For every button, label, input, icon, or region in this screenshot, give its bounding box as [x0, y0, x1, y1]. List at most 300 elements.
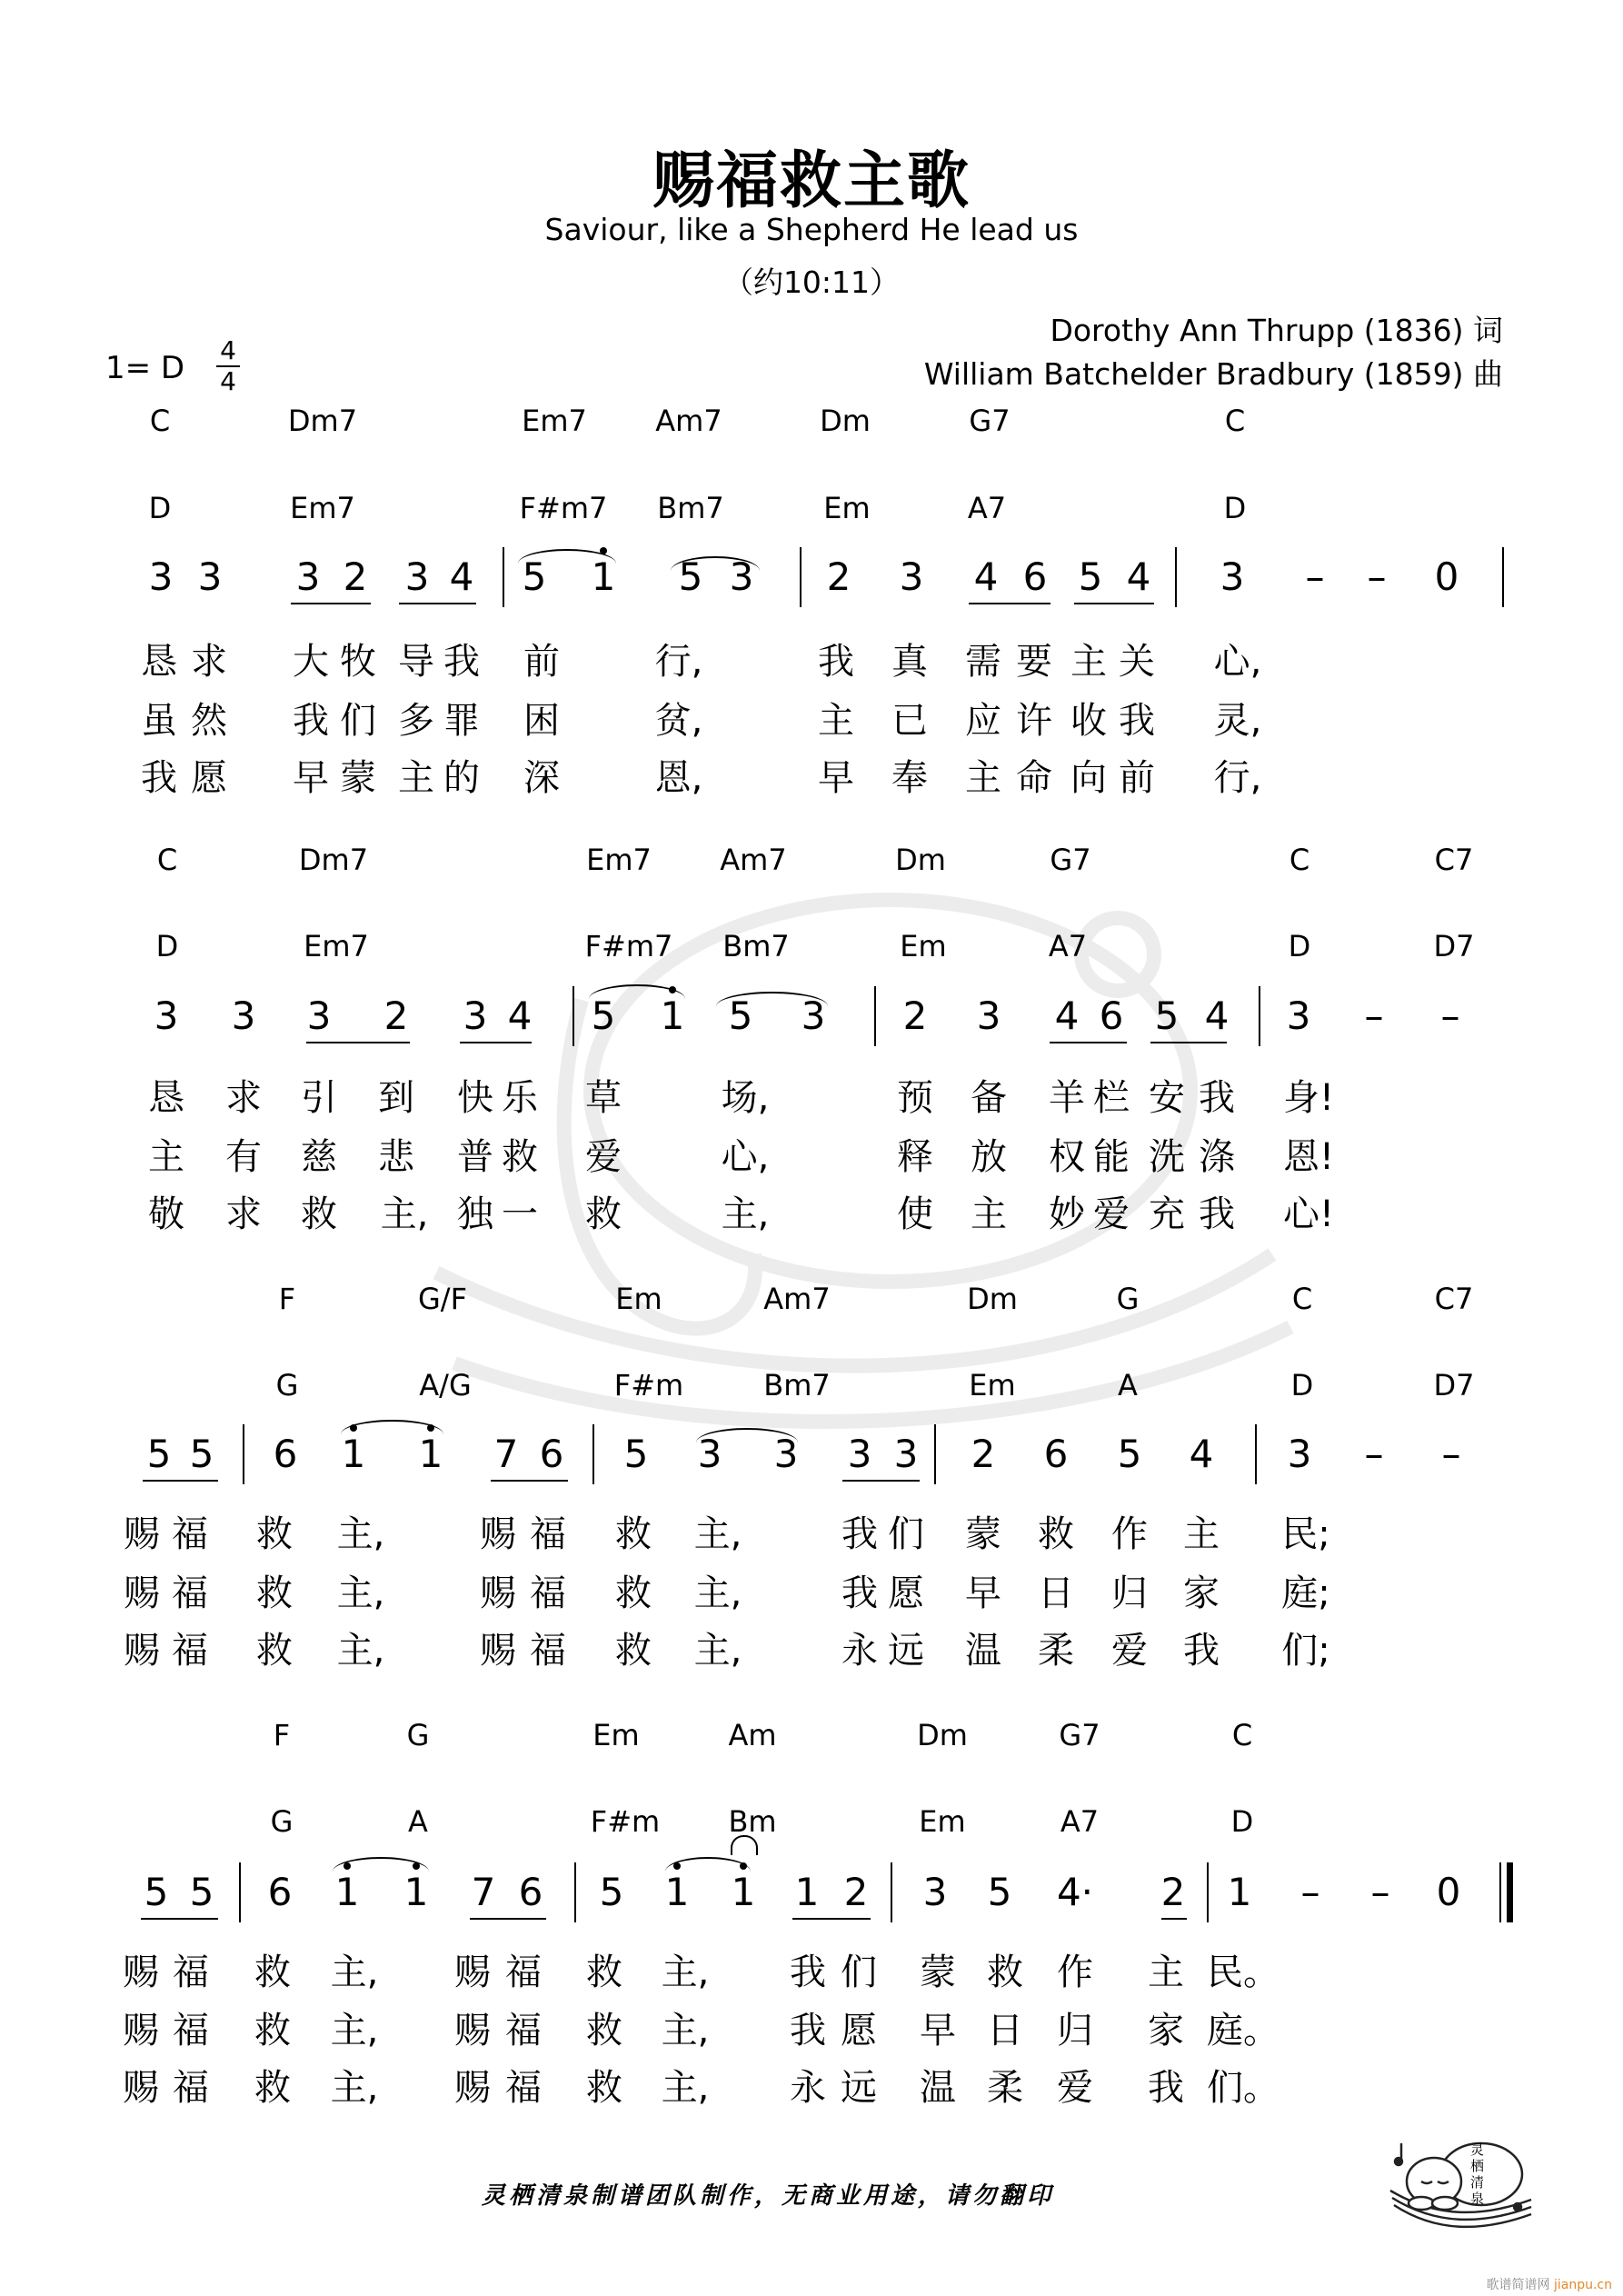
lyric-verse-1: 牧 — [340, 641, 376, 683]
jianpu-note — [260, 1870, 300, 1915]
note-digit: 4 — [973, 554, 999, 599]
note-digit: 5 — [146, 1432, 172, 1476]
chord-symbol-d-key: A/G — [419, 1368, 472, 1403]
logo-text: 灵栖清泉 — [1470, 2141, 1485, 2207]
lyric-verse-3: 我 — [1183, 1630, 1220, 1672]
measure-barline — [1259, 986, 1260, 1046]
lyric-verse-2: 慈 — [301, 1136, 337, 1178]
lyric-verse-2: 贫, — [654, 700, 703, 742]
eighth-note-underline — [470, 1918, 546, 1920]
lyric-verse-3: 主, — [330, 2067, 379, 2109]
jianpu-note — [1015, 554, 1055, 600]
lyric-verse-1: 恳 — [148, 1077, 184, 1119]
eighth-note-underline — [291, 603, 371, 604]
chord-symbol-c-key: C — [156, 843, 178, 877]
lyric-verse-3: 温 — [965, 1630, 1001, 1672]
lyric-verse-2: 赐 — [480, 1572, 516, 1614]
lyric-verse-1: 快 — [457, 1077, 493, 1119]
chord-symbol-d-key: A7 — [967, 491, 1007, 525]
chord-symbol-d-key: D — [155, 929, 179, 963]
jianpu-note — [1279, 1432, 1319, 1477]
measure-barline — [239, 1862, 241, 1922]
lyric-verse-3: 独 — [457, 1193, 493, 1235]
note-digit: 1 — [794, 1870, 820, 1914]
chord-symbol-d-key: D — [1288, 929, 1311, 963]
measure-barline — [800, 547, 802, 607]
chord-symbol-d-key: F#m — [613, 1368, 684, 1403]
lyric-verse-1: 求 — [225, 1077, 262, 1119]
lyric-verse-1: 需 — [965, 641, 1001, 683]
chord-symbol-d-key: A7 — [1060, 1804, 1100, 1839]
lyric-verse-3: 主, — [721, 1193, 770, 1235]
jianpu-note — [1070, 554, 1110, 600]
lyric-verse-2: 庭; — [1281, 1572, 1330, 1614]
lyric-verse-2: 虽 — [141, 700, 177, 742]
fermata-icon — [731, 1835, 758, 1855]
chord-symbol-c-key: C — [1291, 1282, 1313, 1316]
lyric-verse-3: 早 — [293, 757, 329, 799]
jianpu-note — [411, 1432, 451, 1477]
lyric-verse-3: 蒙 — [340, 757, 376, 799]
measure-barline — [592, 1424, 594, 1484]
lyric-verse-3: 主 — [965, 757, 1001, 799]
lyric-verse-1: 真 — [891, 641, 928, 683]
time-signature-top: 4 — [220, 335, 236, 365]
lyric-verse-1: 作 — [1057, 1952, 1093, 1993]
lyric-verse-2: 心, — [721, 1136, 770, 1178]
sheep-logo-icon — [1381, 2136, 1536, 2236]
jianpu-note — [141, 554, 181, 600]
lyric-verse-1: 主, — [661, 1952, 710, 1993]
lyric-verse-2: 救 — [586, 2010, 622, 2051]
chord-symbol-c-key: G7 — [1059, 1718, 1100, 1752]
lyric-verse-1: 主 — [1183, 1513, 1220, 1555]
lyric-verse-3: 爱 — [1057, 2067, 1093, 2109]
lyric-verse-1: 赐 — [480, 1513, 516, 1555]
chord-symbol-c-key: Em — [615, 1282, 662, 1316]
lyric-verse-3: 主, — [693, 1630, 742, 1672]
lyric-verse-1: 恳 — [141, 641, 177, 683]
jianpu-note — [969, 993, 1009, 1039]
lyric-verse-2: 洗 — [1149, 1136, 1185, 1178]
lyric-verse-1: 引 — [301, 1077, 337, 1119]
jianpu-note — [511, 1870, 551, 1915]
jianpu-note — [1220, 1870, 1260, 1915]
jianpu-note — [146, 993, 186, 1039]
chord-symbol-d-key: Em7 — [304, 929, 369, 963]
lyric-verse-2: 救 — [502, 1136, 538, 1178]
note-digit: 5 — [623, 1432, 649, 1476]
note-digit: 3 — [976, 993, 1001, 1038]
lyric-verse-2: 们 — [340, 700, 376, 742]
jianpu-note — [1429, 1870, 1469, 1915]
jianpu-note — [1295, 554, 1335, 600]
chord-symbol-c-key: F — [278, 1282, 296, 1316]
lyric-verse-1: 安 — [1149, 1077, 1185, 1119]
lyric-verse-3: 行, — [1213, 757, 1262, 799]
chord-symbol-d-key: G — [275, 1368, 299, 1403]
chord-symbol-c-key: Dm — [895, 843, 946, 877]
eighth-note-underline — [792, 1918, 871, 1920]
lyric-verse-1: 导 — [398, 641, 434, 683]
lyric-verse-1: 身! — [1282, 1077, 1335, 1119]
note-digit: 4· — [1056, 1870, 1094, 1914]
lyric-verse-1: 救 — [1038, 1513, 1074, 1555]
jianpu-note — [1055, 1870, 1095, 1915]
jianpu-note — [500, 993, 540, 1039]
note-digit: 5 — [1154, 993, 1180, 1038]
measure-barline — [934, 1424, 936, 1484]
jianpu-note — [327, 1870, 367, 1915]
song-subtitle: Saviour, like a Shepherd He lead us — [544, 212, 1079, 247]
measure-barline — [1207, 1862, 1209, 1922]
chord-symbol-c-key: Em7 — [522, 404, 587, 438]
lyric-verse-1: 救 — [987, 1952, 1023, 1993]
note-digit: 5 — [144, 1870, 169, 1914]
lyric-verse-3: 主, — [661, 2067, 710, 2109]
lyric-verse-2: 爱 — [585, 1136, 622, 1178]
lyric-verse-1: 备 — [971, 1077, 1007, 1119]
note-digit: 3 — [1287, 1432, 1312, 1476]
lyric-verse-3: 远 — [888, 1630, 924, 1672]
note-digit: 1 — [334, 1870, 360, 1914]
lyric-verse-3: 柔 — [987, 2067, 1023, 2109]
note-digit: 1 — [418, 1432, 443, 1476]
jianpu-note — [136, 1870, 176, 1915]
lyric-verse-1: 救 — [254, 1952, 291, 1993]
chord-symbol-d-key: F#m — [590, 1804, 661, 1839]
note-digit: – — [1367, 554, 1387, 599]
note-digit: 3 — [463, 993, 488, 1038]
lyric-verse-3: 永 — [841, 1630, 878, 1672]
jianpu-note — [1290, 1870, 1330, 1915]
jianpu-note — [895, 993, 935, 1039]
lyric-verse-1: 民; — [1281, 1513, 1330, 1555]
jianpu-note — [463, 1870, 503, 1915]
chord-symbol-d-key: Em7 — [290, 491, 355, 525]
jianpu-note — [1357, 554, 1397, 600]
lyric-verse-2: 福 — [173, 2010, 209, 2051]
jianpu-note — [583, 993, 623, 1039]
note-digit: 3 — [1220, 554, 1245, 599]
lyric-verse-1: 草 — [585, 1077, 622, 1119]
lyric-verse-3: 我 — [1199, 1193, 1235, 1235]
jianpu-note — [1110, 1432, 1150, 1477]
note-digit: 5 — [599, 1870, 624, 1914]
chord-symbol-c-key: Am7 — [720, 843, 787, 877]
chord-symbol-d-key: D — [1230, 1804, 1254, 1839]
lyric-verse-2: 早 — [920, 2010, 956, 2051]
chord-symbol-c-key: C — [149, 404, 171, 438]
chord-symbol-c-key: C7 — [1434, 1282, 1474, 1316]
note-digit: 2 — [826, 554, 851, 599]
jianpu-note — [1431, 1432, 1471, 1477]
note-digit: 5 — [1117, 1432, 1142, 1476]
jianpu-note — [723, 1870, 763, 1915]
lyric-verse-2: 福 — [505, 2010, 542, 2051]
lyric-verse-1: 行, — [654, 641, 703, 683]
lyric-verse-3: 救 — [586, 2067, 622, 2109]
lyric-verse-3: 我 — [1148, 2067, 1184, 2109]
lyric-verse-3: 救 — [585, 1193, 622, 1235]
note-digit: 2 — [383, 993, 409, 1038]
lyric-verse-2: 日 — [1038, 1572, 1074, 1614]
lyric-verse-1: 作 — [1111, 1513, 1148, 1555]
jianpu-note — [592, 1870, 632, 1915]
note-digit: 3 — [295, 554, 321, 599]
lyric-verse-1: 预 — [897, 1077, 933, 1119]
lyric-verse-3: 恩, — [654, 757, 703, 799]
eighth-note-underline — [1050, 1042, 1127, 1043]
chord-symbol-c-key: Dm — [917, 1718, 968, 1752]
jianpu-note — [915, 1870, 955, 1915]
eighth-note-underline — [842, 1480, 920, 1482]
lyric-verse-2: 有 — [225, 1136, 262, 1178]
lyric-verse-2: 涤 — [1199, 1136, 1235, 1178]
measure-barline — [874, 986, 876, 1046]
lyric-verse-1: 我 — [841, 1513, 878, 1555]
lyric-verse-1: 要 — [1016, 641, 1052, 683]
tie-slur — [333, 1857, 429, 1872]
lyric-verse-3: 救 — [256, 1630, 293, 1672]
note-digit: 1 — [591, 554, 616, 599]
jianpu-note — [455, 993, 495, 1039]
eighth-note-underline — [399, 603, 476, 604]
lyric-verse-3: 一 — [502, 1193, 538, 1235]
note-digit: 1 — [660, 993, 685, 1038]
jianpu-note — [299, 993, 339, 1039]
note-digit: 6 — [1099, 993, 1124, 1038]
key-signature: 1= D — [105, 350, 185, 386]
eighth-note-underline — [1161, 1918, 1187, 1920]
lyric-verse-2: 释 — [897, 1136, 933, 1178]
lyric-verse-1: 福 — [172, 1513, 208, 1555]
measure-barline — [573, 986, 574, 1046]
lyric-verse-2: 救 — [254, 2010, 291, 2051]
lyric-verse-1: 我 — [818, 641, 854, 683]
note-digit: 5 — [1078, 554, 1103, 599]
note-digit: – — [1364, 1432, 1384, 1476]
jianpu-note — [334, 1432, 373, 1477]
note-digit: 3 — [801, 993, 826, 1038]
chord-symbol-d-key: Em — [969, 1368, 1016, 1403]
lyric-verse-3: 赐 — [480, 1630, 516, 1672]
lyric-verse-1: 主 — [1148, 1952, 1184, 1993]
lyric-verse-1: 们 — [841, 1952, 877, 1993]
lyric-verse-2: 我 — [293, 700, 329, 742]
note-digit: 1 — [403, 1870, 429, 1914]
lyric-verse-1: 蒙 — [965, 1513, 1001, 1555]
note-digit: 6 — [273, 1432, 298, 1476]
lyric-verse-1: 福 — [505, 1952, 542, 1993]
lyric-verse-3: 主 — [971, 1193, 1007, 1235]
lyric-verse-3: 我 — [141, 757, 177, 799]
note-digit: 5 — [189, 1870, 214, 1914]
lyric-verse-2: 应 — [965, 700, 1001, 742]
jianpu-note — [224, 993, 264, 1039]
chord-symbol-d-key: Em — [823, 491, 871, 525]
lyric-verse-2: 福 — [172, 1572, 208, 1614]
jianpu-note — [1430, 993, 1470, 1039]
jianpu-note — [1181, 1432, 1221, 1477]
lyric-verse-1: 心, — [1213, 641, 1262, 683]
chord-symbol-d-key: F#m7 — [584, 929, 673, 963]
chord-symbol-c-key: G/F — [418, 1282, 467, 1316]
lyric-verse-2: 许 — [1016, 700, 1052, 742]
lyric-verse-1: 赐 — [454, 1952, 491, 1993]
jianpu-note — [335, 554, 375, 600]
chord-symbol-c-key: C7 — [1434, 843, 1474, 877]
chord-symbol-c-key: Am7 — [655, 404, 722, 438]
lyric-verse-2: 罪 — [443, 700, 480, 742]
chord-symbol-c-key: Am7 — [763, 1282, 831, 1316]
note-digit: 3 — [899, 554, 924, 599]
jianpu-note — [840, 1432, 880, 1477]
lyric-verse-3: 赐 — [124, 1630, 160, 1672]
lyric-verse-3: 主 — [398, 757, 434, 799]
lyric-verse-3: 使 — [897, 1193, 933, 1235]
jianpu-note — [1354, 993, 1394, 1039]
lyric-verse-2: 归 — [1111, 1572, 1148, 1614]
lyric-verse-3: 爱 — [1111, 1630, 1148, 1672]
note-digit: 7 — [493, 1432, 519, 1476]
time-signature-bottom: 4 — [220, 366, 236, 396]
lyric-verse-2: 放 — [971, 1136, 1007, 1178]
lyric-verse-3: 救 — [254, 2067, 291, 2109]
note-digit: 1 — [664, 1870, 690, 1914]
note-digit: 3 — [404, 554, 430, 599]
jianpu-note — [182, 1432, 222, 1477]
jianpu-note — [1427, 554, 1467, 600]
chord-symbol-c-key: C — [1231, 1718, 1253, 1752]
chord-symbol-d-key: F#m7 — [519, 491, 608, 525]
lyric-verse-3: 赐 — [123, 2067, 159, 2109]
note-digit: 5 — [678, 554, 703, 599]
chord-symbol-d-key: A — [408, 1804, 428, 1839]
lyric-verse-1: 蒙 — [920, 1952, 956, 1993]
note-digit: 1 — [731, 1870, 756, 1914]
jianpu-note — [1212, 554, 1252, 600]
jianpu-note — [288, 554, 328, 600]
lyric-verse-2: 主, — [693, 1572, 742, 1614]
note-digit: – — [1364, 993, 1384, 1038]
note-digit: 2 — [843, 1870, 869, 1914]
lyric-verse-3: 奉 — [891, 757, 928, 799]
note-digit: 3 — [1286, 993, 1311, 1038]
chord-symbol-d-key: D — [1223, 491, 1247, 525]
lyric-verse-3: 心! — [1282, 1193, 1335, 1235]
chord-symbol-d-key: G — [270, 1804, 294, 1839]
song-title: 赐福救主歌 — [652, 145, 971, 217]
lyric-verse-2: 灵, — [1213, 700, 1262, 742]
jianpu-note — [397, 554, 437, 600]
lyric-verse-2: 困 — [523, 700, 560, 742]
note-digit: 4 — [449, 554, 474, 599]
lyric-verse-3: 向 — [1070, 757, 1107, 799]
lyric-verse-3: 的 — [443, 757, 480, 799]
note-digit: 4 — [1054, 993, 1080, 1038]
jianpu-note — [1147, 993, 1187, 1039]
note-digit: 5 — [189, 1432, 214, 1476]
lyric-verse-1: 民。 — [1207, 1952, 1279, 1993]
measure-barline — [1255, 1424, 1257, 1484]
lyric-verse-1: 前 — [523, 641, 560, 683]
chord-symbol-c-key: Dm — [967, 1282, 1018, 1316]
eighth-note-underline — [969, 603, 1050, 604]
note-digit: 3 — [197, 554, 223, 599]
lyric-verse-1: 主, — [693, 1513, 742, 1555]
note-digit: – — [1305, 554, 1325, 599]
lyric-verse-3: 远 — [841, 2067, 877, 2109]
jianpu-note — [265, 1432, 305, 1477]
note-digit: 2 — [343, 554, 368, 599]
lyric-verse-2: 我 — [1119, 700, 1155, 742]
lyric-verse-3: 们。 — [1207, 2067, 1279, 2109]
lyric-verse-2: 愿 — [888, 1572, 924, 1614]
lyric-verse-3: 早 — [818, 757, 854, 799]
lyric-verse-2: 福 — [530, 1572, 566, 1614]
chord-symbol-d-key: D7 — [1433, 929, 1475, 963]
note-digit: 6 — [539, 1432, 564, 1476]
lyric-verse-2: 恩! — [1282, 1136, 1335, 1178]
lyric-verse-3: 们; — [1281, 1630, 1330, 1672]
lyric-verse-3: 主, — [380, 1193, 429, 1235]
lyric-verse-3: 救 — [301, 1193, 337, 1235]
lyric-verse-3: 福 — [172, 1630, 208, 1672]
note-digit: 5 — [728, 993, 753, 1038]
lyric-verse-2: 愿 — [841, 2010, 877, 2051]
chord-symbol-c-key: C — [1289, 843, 1310, 877]
measure-barline — [243, 1424, 244, 1484]
eighth-note-underline — [306, 1042, 410, 1043]
lyric-verse-2: 归 — [1057, 2010, 1093, 2051]
eighth-note-underline — [1150, 1042, 1227, 1043]
lyric-verse-1: 我 — [790, 1952, 826, 1993]
lyric-verse-3: 救 — [615, 1630, 652, 1672]
final-barline-thick — [1507, 1862, 1513, 1922]
lyric-verse-2: 主 — [818, 700, 854, 742]
measure-barline — [1175, 547, 1177, 607]
lyric-verse-2: 赐 — [454, 2010, 491, 2051]
lyric-verse-3: 求 — [225, 1193, 262, 1235]
jianpu-note — [836, 1870, 876, 1915]
lyric-verse-2: 家 — [1148, 2010, 1184, 2051]
chord-symbol-d-key: Em — [900, 929, 947, 963]
chord-symbol-c-key: G — [406, 1718, 430, 1752]
note-digit: 5 — [591, 993, 616, 1038]
measure-barline — [574, 1862, 576, 1922]
lyric-verse-1: 救 — [586, 1952, 622, 1993]
eighth-note-underline — [460, 1042, 532, 1043]
chord-symbol-d-key: D7 — [1433, 1368, 1475, 1403]
lyric-verse-3: 赐 — [454, 2067, 491, 2109]
jianpu-note — [1091, 993, 1131, 1039]
jianpu-note — [616, 1432, 656, 1477]
note-digit: 3 — [893, 1432, 919, 1476]
lyric-verse-2: 主 — [148, 1136, 184, 1178]
lyric-verse-2: 多 — [398, 700, 434, 742]
lyric-verse-2: 赐 — [124, 1572, 160, 1614]
jianpu-note — [1153, 1870, 1193, 1915]
lyric-verse-1: 大 — [293, 641, 329, 683]
jianpu-note — [657, 1870, 697, 1915]
lyric-verse-2: 悲 — [378, 1136, 414, 1178]
lyric-verse-3: 充 — [1149, 1193, 1185, 1235]
lyric-verse-3: 温 — [920, 2067, 956, 2109]
jianpu-note — [1354, 1432, 1394, 1477]
lyric-verse-2: 权 — [1049, 1136, 1085, 1178]
lyric-verse-2: 主, — [330, 2010, 379, 2051]
